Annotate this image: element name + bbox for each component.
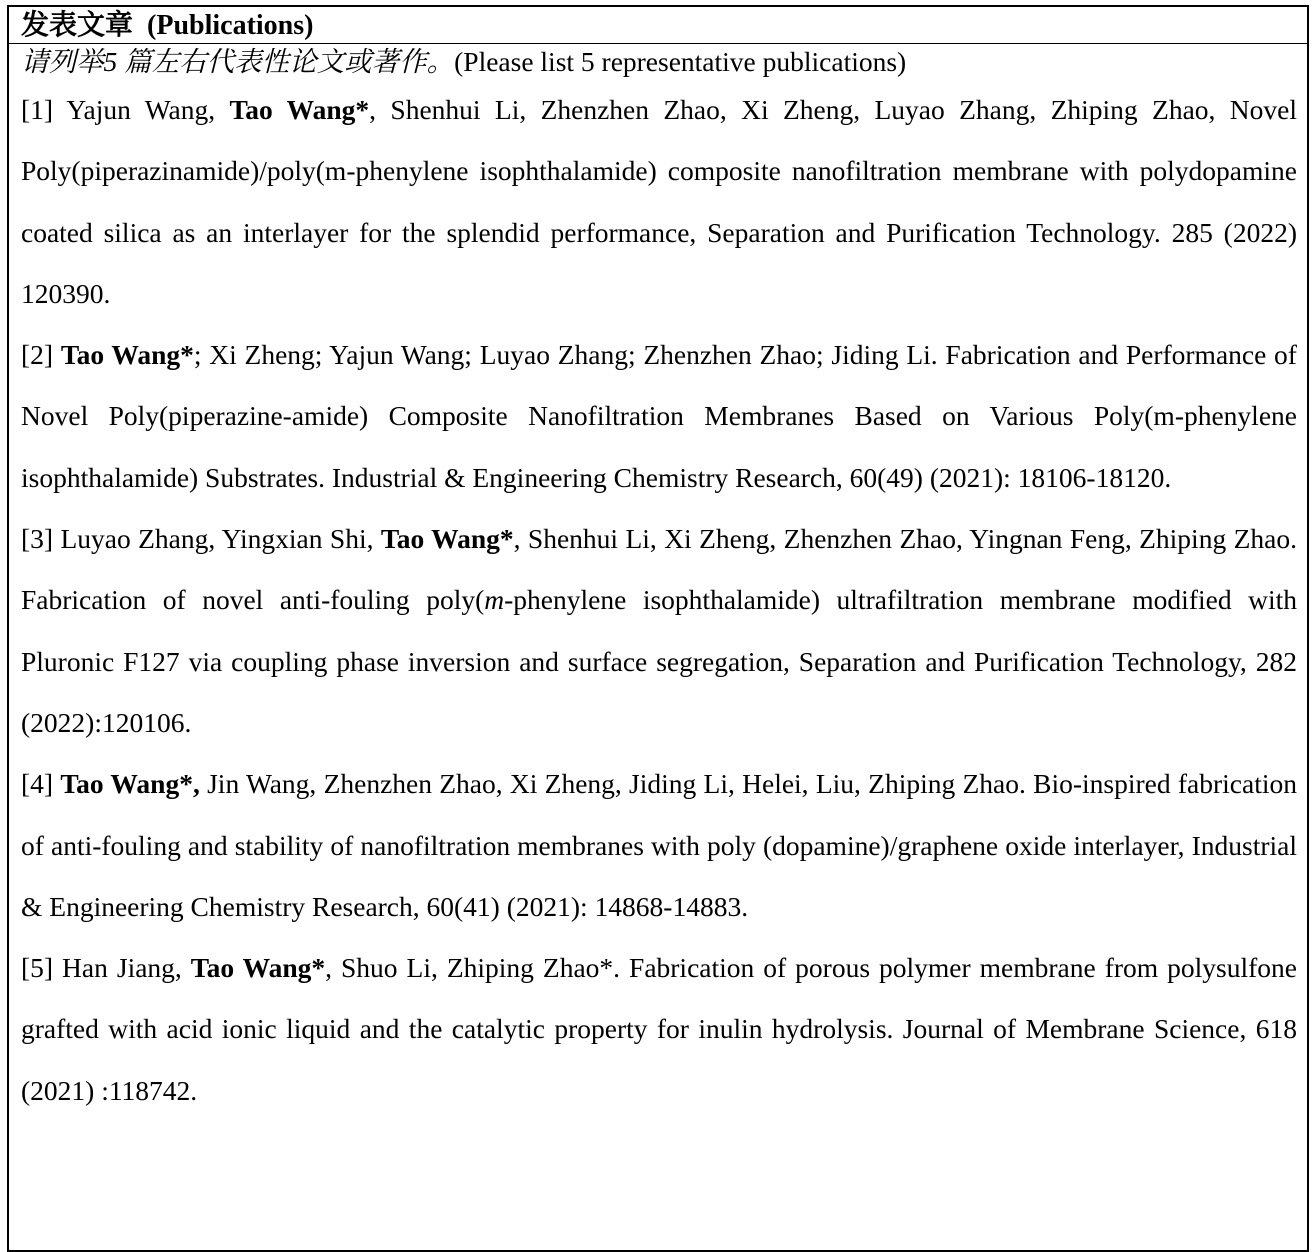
- publication-prefix: [4]: [21, 768, 61, 800]
- instruction-en: (Please list 5 representative publications): [454, 46, 907, 77]
- publication-text: , Shenhui Li, Xi Zheng, Zhenzhen Zhao, Yingnan Feng, Zhiping Zhao. Fabrication of novel anti-fouling poly(: [21, 523, 1297, 616]
- table-header-row: [9, 7, 1307, 44]
- publication-item-4: [21, 753, 1297, 937]
- publication-author-highlight: Tao Wang*: [190, 952, 326, 984]
- publication-author-highlight: Tao Wang*: [229, 94, 370, 125]
- publication-text: ; Xi Zheng; Yajun Wang; Luyao Zhang; Zhenzhen Zhao; Jiding Li. Fabrication and Performance of Novel Poly(piperazine-amide) Composite Nanofiltration Membranes Based on Various Poly(m-phenylene isophthalamide) Substrates. Industrial & Engineering Chemistry Research, 60(49) (2021): 18106-18120.: [21, 339, 1297, 493]
- publication-text: , Shenhui Li, Zhenzhen Zhao, Xi Zheng, Luyao Zhang, Zhiping Zhao, Novel Poly(piperazinamide)/poly(m-phenylene isophthalamide) composite nanofiltration membrane with polydopamine coated silica as an interlayer for the splendid performance, Separation and Purification Technology. 285 (2022) 120390.: [21, 94, 1297, 309]
- publication-item-5: [21, 937, 1297, 1121]
- section-title: [21, 7, 313, 44]
- publication-item-2: [21, 324, 1297, 508]
- publication-text-continued: -phenylene isophthalamide) ultrafiltration membrane modified with Pluronic F127 via coupling phase inversion and surface segregation, Separation and Purification Technology, 282 (2022):120106.: [21, 584, 1297, 738]
- publication-author-highlight: Tao Wang*: [60, 339, 194, 371]
- publication-text: , Shuo Li, Zhiping Zhao*. Fabrication of porous polymer membrane from polysulfone grafted with acid ionic liquid and the catalytic property for inulin hydrolysis. Journal of Membrane Science, 618 (2021) :118742.: [21, 952, 1297, 1106]
- publications-table: [7, 5, 1309, 1252]
- publications-cell: [9, 44, 1307, 1250]
- instruction-text: [21, 44, 1297, 79]
- publication-prefix: [5] Han Jiang,: [21, 952, 191, 984]
- publication-text: Jin Wang, Zhenzhen Zhao, Xi Zheng, Jiding Li, Helei, Liu, Zhiping Zhao. Bio-inspired fabrication of anti-fouling and stability of nanofiltration membranes with poly (dopamine)/graphene oxide interlayer, Industrial & Engineering Chemistry Research, 60(41) (2021): 14868-14883.: [21, 768, 1297, 922]
- publication-author-highlight: Tao Wang*,: [60, 768, 200, 800]
- section-title-en: (Publications): [147, 9, 314, 41]
- publication-italic-prefix: m: [484, 584, 505, 616]
- publication-prefix: [3] Luyao Zhang, Yingxian Shi,: [21, 523, 381, 555]
- section-title-zh: 发表文章: [21, 9, 134, 41]
- publication-prefix: [1] Yajun Wang,: [21, 94, 230, 125]
- publication-author-highlight: Tao Wang*: [380, 523, 514, 555]
- publication-item-3: [21, 508, 1297, 753]
- instruction-zh: 请列举5 篇左右代表性论文或著作。: [21, 46, 455, 77]
- publication-item-1: [21, 79, 1297, 324]
- publication-prefix: [2]: [21, 339, 61, 371]
